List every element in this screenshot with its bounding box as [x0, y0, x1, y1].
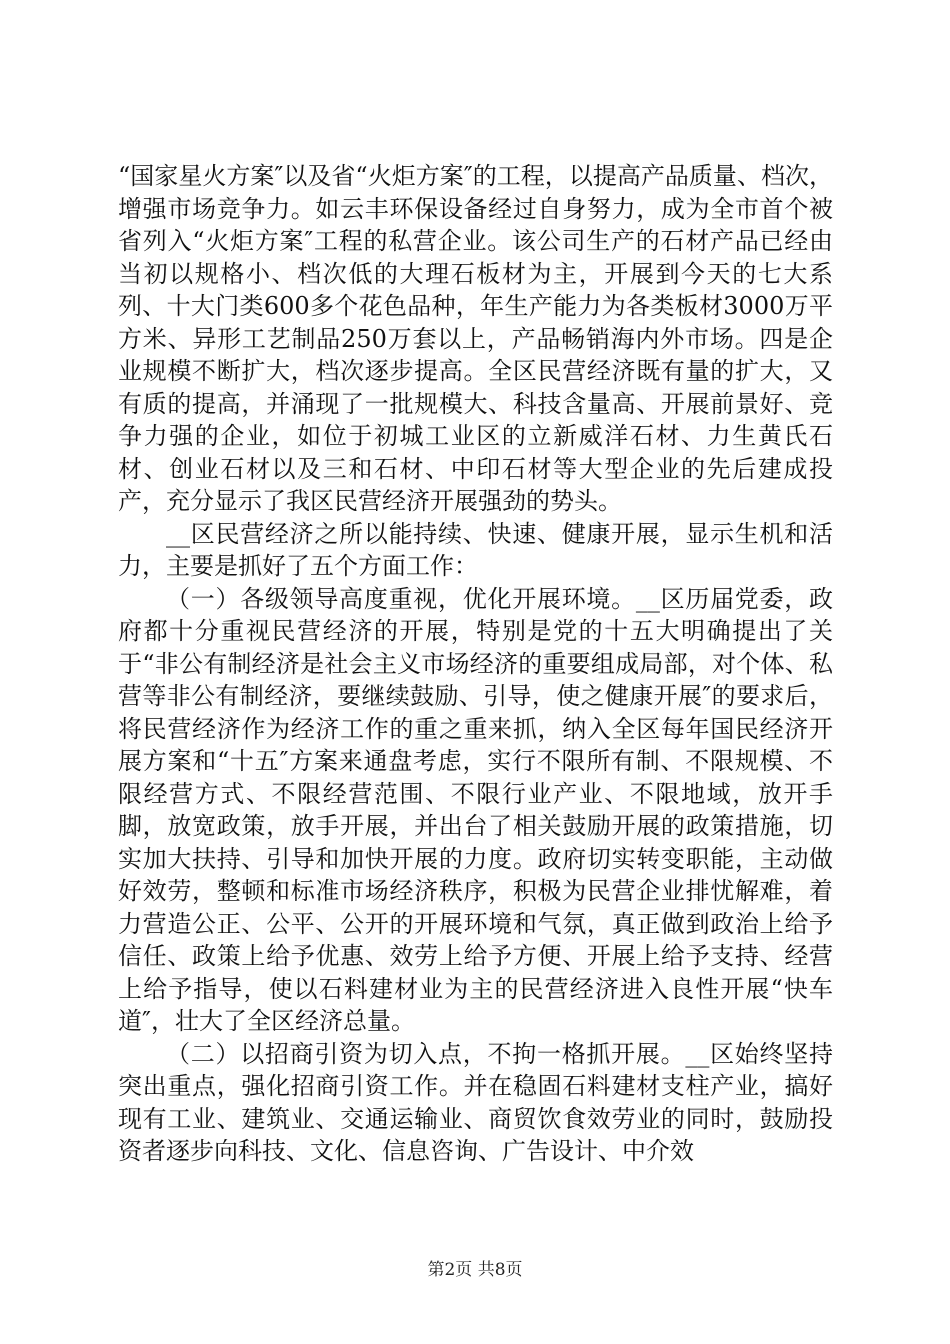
paragraph-section-one: （一）各级领导高度重视，优化开展环境。__区历届党委，政府都十分重视民营经济的开展，特别是党的十五大明确提出了关于“非公有制经济是社会主义市场经济的重要组成局部，对个体、私营等非公有制经济，要继续鼓励、引导，使之健康开展″的要求后，将民营经济作为经济工作的重之重来抓，纳入全区每年国民经济开展方案和“十五″方案来通盘考虑，实行不限所有制、不限规模、不限经营方式、不限经营范围、不限行业产业、不限地域，放开手脚，放宽政策，放手开展，并出台了相关鼓励开展的政策措施，切实加大扶持、引导和加快开展的力度。政府切实转变职能，主动做好效劳，整顿和标准市场经济秩序，积极为民营企业排忧解难，着力营造公正、公平、公开的开展环境和气氛，真正做到政治上给予信任、政策上给予优惠、效劳上给予方便、开展上给予支持、经营上给予指导，使以石料建材业为主的民营经济进入良性开展“快车道″，壮大了全区经济总量。: [118, 584, 833, 1035]
page-number-footer: 第2页 共8页: [427, 1260, 523, 1280]
paragraph-continuation: “国家星火方案″以及省“火炬方案″的工程，以提高产品质量、档次，增强市场竞争力。如云丰环保设备经过自身努力，成为全市首个被省列入“火炬方案″工程的私营企业。该公司生产的石材产品已经由当初以规格小、档次低的大理石板材为主，开展到今天的七大系列、十大门类600多个花色品种，年生产能力为各类板材3000万平方米、异形工艺制品250万套以上，产品畅销海内外市场。四是企业规模不断扩大，档次逐步提高。全区民营经济既有量的扩大，又有质的提高，并涌现了一批规模大、科技含量高、开展前景好、竞争力强的企业，如位于初城工业区的立新威洋石材、力生黄氏石材、创业石材以及三和石材、中印石材等大型企业的先后建成投产，充分显示了我区民营经济开展强劲的势头。: [118, 162, 833, 515]
document-body: [118, 160, 833, 1168]
paragraph-section-two: （二）以招商引资为切入点，不拘一格抓开展。__区始终坚持突出重点，强化招商引资工作。并在稳固石料建材支柱产业，搞好现有工业、建筑业、交通运输业、商贸饮食效劳业的同时，鼓励投资者逐步向科技、文化、信息咨询、广告设计、中介效: [118, 1039, 833, 1165]
paragraph-intro: __区民营经济之所以能持续、快速、健康开展，显示生机和活力，主要是抓好了五个方面工作：: [118, 519, 833, 580]
